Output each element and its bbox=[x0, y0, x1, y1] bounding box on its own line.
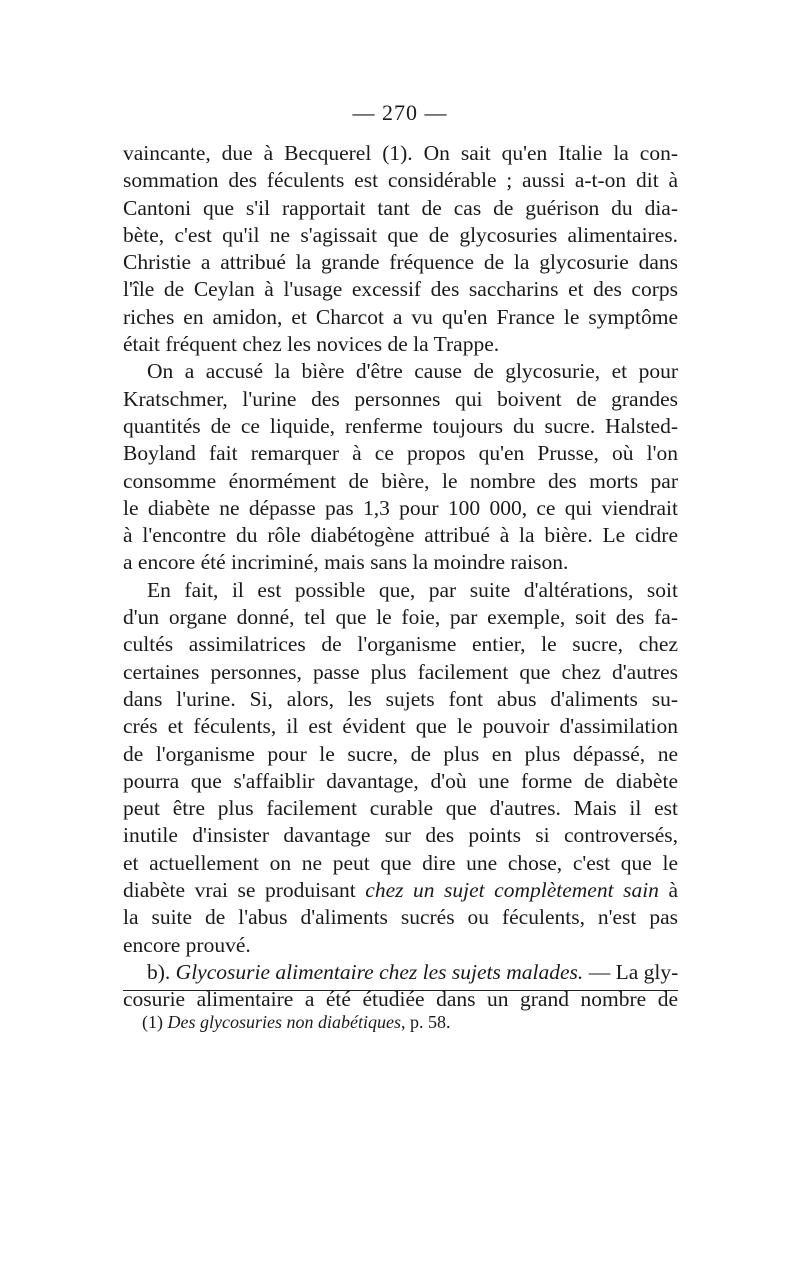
text-segment: dans l'urine. Si, alors, les sujets font abus d'aliments su- bbox=[123, 686, 678, 711]
text-line bbox=[123, 822, 678, 849]
text-segment: de l'organisme pour le sucre, de plus en plus dépassé, ne bbox=[123, 741, 678, 766]
text-line bbox=[123, 713, 678, 740]
text-segment: l'île de Ceylan à l'usage excessif des saccharins et des corps bbox=[123, 277, 678, 302]
text-segment: la suite de l'abus d'aliments sucrés ou féculents, n'est pas bbox=[123, 905, 678, 930]
text-segment: On a accusé la bière d'être cause de glycosurie, et pour bbox=[147, 359, 678, 384]
text-line bbox=[123, 686, 678, 713]
text-segment: crés et féculents, il est évident que le pouvoir d'assimilation bbox=[123, 714, 678, 739]
text-line bbox=[123, 741, 678, 768]
text-segment: quantités de ce liquide, renferme toujours du sucre. Halsted- bbox=[123, 413, 678, 438]
text-line bbox=[123, 850, 678, 877]
text-line bbox=[123, 195, 678, 222]
text-segment: Cantoni que s'il rapportait tant de cas de guérison du dia- bbox=[123, 195, 678, 220]
text-line bbox=[123, 222, 678, 249]
body-text bbox=[123, 140, 678, 1014]
text-line bbox=[123, 768, 678, 795]
text-line bbox=[123, 549, 678, 576]
text-line bbox=[123, 468, 678, 495]
page-number: — 270 — bbox=[352, 100, 448, 125]
text-segment: encore prouvé. bbox=[123, 932, 251, 957]
text-line bbox=[123, 795, 678, 822]
italic-text: Glycosurie alimentaire chez les sujets malades. bbox=[175, 959, 584, 984]
footnote bbox=[142, 1010, 450, 1034]
footnote-title: Des glycosuries non diabétiques bbox=[167, 1012, 401, 1032]
text-line bbox=[123, 440, 678, 467]
text-line bbox=[123, 659, 678, 686]
text-segment: riches en amidon, et Charcot a vu qu'en France le symptôme bbox=[123, 304, 678, 329]
text-line bbox=[123, 959, 678, 986]
text-line bbox=[123, 495, 678, 522]
text-segment: b). bbox=[147, 959, 176, 984]
text-line bbox=[123, 386, 678, 413]
text-segment: d'un organe donné, tel que le foie, par exemple, soit des fa- bbox=[123, 605, 678, 630]
italic-text: chez un sujet complètement sain bbox=[365, 878, 659, 903]
text-segment: bète, c'est qu'il ne s'agissait que de glycosuries alimentaires. bbox=[123, 222, 678, 247]
text-segment: pourra que s'affaiblir davantage, d'où une forme de diabète bbox=[123, 768, 678, 793]
text-segment: Kratschmer, l'urine des personnes qui boivent de grandes bbox=[123, 386, 678, 411]
text-segment: diabète vrai se produisant bbox=[123, 878, 366, 903]
footnote-segment: (1) bbox=[142, 1012, 168, 1032]
text-segment: cultés assimilatrices de l'organisme entier, le sucre, chez bbox=[123, 632, 678, 657]
text-line bbox=[123, 304, 678, 331]
text-segment: Boyland fait remarquer à ce propos qu'en Prusse, où l'on bbox=[123, 441, 678, 466]
text-segment: certaines personnes, passe plus facilement que chez d'autres bbox=[123, 659, 678, 684]
text-segment: et actuellement on ne peut que dire une chose, c'est que le bbox=[123, 850, 678, 875]
text-segment: consomme énormément de bière, le nombre des morts par bbox=[123, 468, 678, 493]
text-line bbox=[123, 631, 678, 658]
text-line bbox=[123, 904, 678, 931]
text-line bbox=[123, 877, 678, 904]
footnote-rule bbox=[123, 990, 678, 991]
text-segment: Christie a attribué la grande fréquence de la glycosurie dans bbox=[123, 250, 678, 275]
text-segment: — La gly- bbox=[583, 959, 679, 984]
text-line bbox=[123, 249, 678, 276]
text-segment: était fréquent chez les novices de la Trappe. bbox=[123, 332, 500, 357]
text-segment: cosurie alimentaire a été étudiée dans un grand nombre de bbox=[123, 987, 678, 1012]
text-line bbox=[123, 604, 678, 631]
text-segment: à l'encontre du rôle diabétogène attribué à la bière. Le cidre bbox=[123, 523, 678, 548]
text-segment: inutile d'insister davantage sur des points si controversés, bbox=[123, 823, 678, 848]
text-segment: à bbox=[658, 878, 678, 903]
text-segment: le diabète ne dépasse pas 1,3 pour 100 000, ce qui viendrait bbox=[123, 495, 678, 520]
text-line bbox=[123, 413, 678, 440]
text-segment: En fait, il est possible que, par suite d'altérations, soit bbox=[147, 577, 678, 602]
text-line bbox=[123, 276, 678, 303]
text-line bbox=[123, 140, 678, 167]
footnote-segment: , p. 58. bbox=[400, 1012, 451, 1032]
text-segment: vaincante, due à Becquerel (1). On sait qu'en Italie la con- bbox=[123, 141, 678, 165]
text-line bbox=[123, 358, 678, 385]
text-segment: sommation des féculents est considérable ; aussi a-t-on dit à bbox=[123, 168, 678, 193]
text-line bbox=[123, 167, 678, 194]
text-segment: a encore été incriminé, mais sans la moindre raison. bbox=[123, 550, 569, 575]
text-line bbox=[123, 577, 678, 604]
text-segment: peut être plus facilement curable que d'autres. Mais il est bbox=[123, 796, 678, 821]
text-line bbox=[123, 522, 678, 549]
text-line bbox=[123, 932, 678, 959]
text-line bbox=[123, 331, 678, 358]
